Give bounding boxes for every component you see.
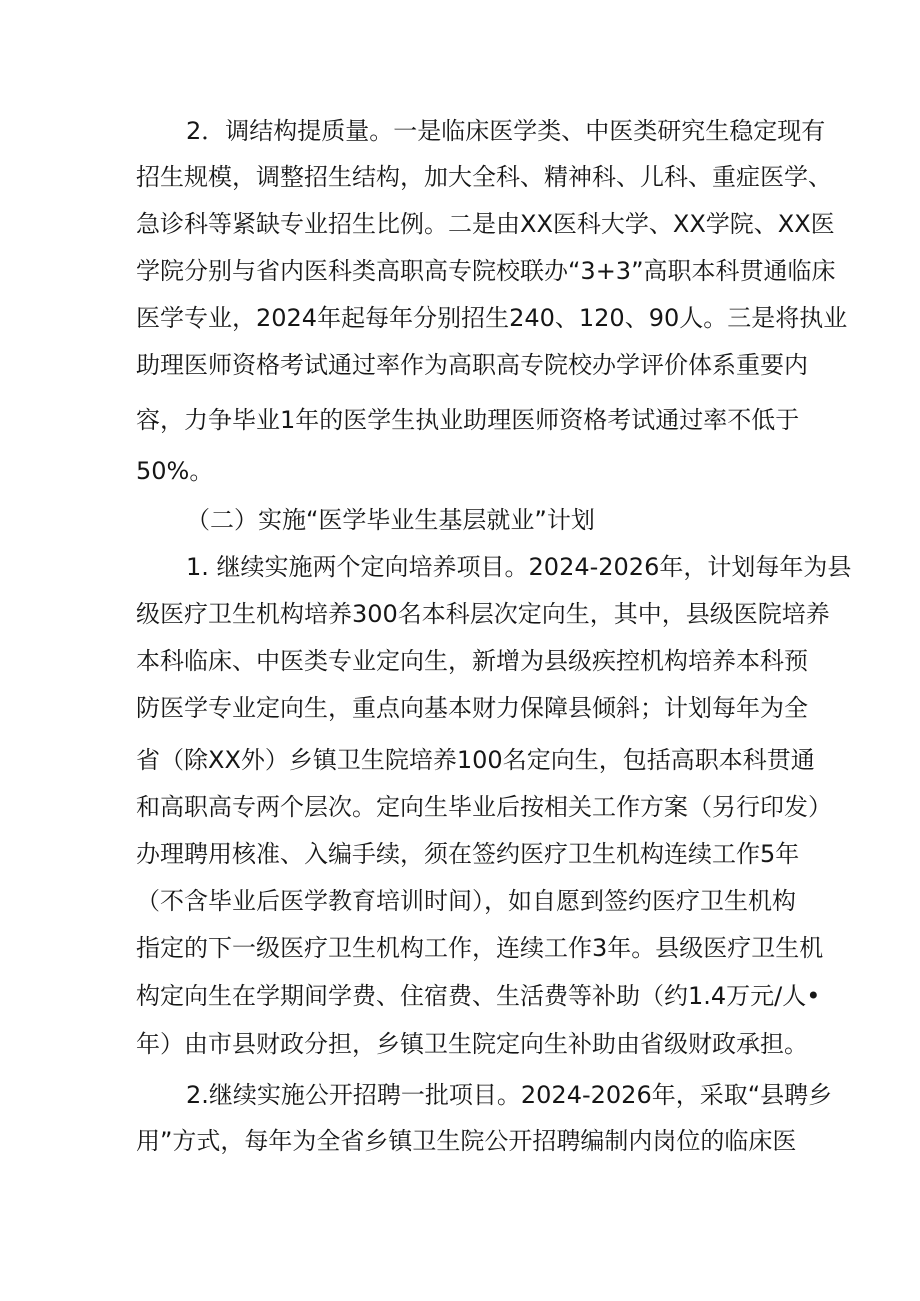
text-line-6: 助理医师资格考试通过率作为高职高专院校办学评价体系重要内: [136, 351, 808, 379]
text-line-19: 构定向生在学期间学费、住宿费、生活费等补助（约1.4万元/人•: [136, 982, 821, 1010]
text-line-20: 年）由市县财政分担，乡镇卫生院定向生补助由省级财政承担。: [136, 1030, 808, 1058]
text-line-14: 省（除XX外）乡镇卫生院培养100名定向生，包括高职本科贯通: [136, 746, 815, 774]
section-heading: （二）实施“医学毕业生基层就业”计划: [186, 506, 595, 534]
text-line-8: 50%。: [136, 457, 214, 485]
text-line-15: 和高职高专两个层次。定向生毕业后按相关工作方案（另行印发）: [136, 793, 832, 821]
text-line-11: 级医疗卫生机构培养300名本科层次定向生，其中，县级医院培养: [136, 600, 830, 628]
text-line-5: 医学专业，2024年起每年分别招生240、120、90人。三是将执业: [136, 304, 848, 332]
text-line-18: 指定的下一级医疗卫生机构工作，连续工作3年。县级医疗卫生机: [136, 934, 824, 962]
text-line-10: 1. 继续实施两个定向培养项目。2024-2026年，计划每年为县: [186, 553, 852, 581]
text-line-16: 办理聘用核准、入编手续，须在签约医疗卫生机构连续工作5年: [136, 840, 800, 868]
text-line-4: 学院分别与省内医科类高职高专院校联办“3+3”高职本科贯通临床: [136, 257, 836, 285]
text-line-22: 用”方式，每年为全省乡镇卫生院公开招聘编制内岗位的临床医: [136, 1127, 797, 1155]
text-line-1: 2．调结构提质量。一是临床医学类、中医类研究生稳定现有: [186, 117, 826, 145]
text-line-21: 2.继续实施公开招聘一批项目。2024-2026年，采取“县聘乡: [186, 1081, 833, 1109]
text-line-3: 急诊科等紧缺专业招生比例。二是由XX医科大学、XX学院、XX医: [136, 210, 835, 238]
text-line-2: 招生规模，调整招生结构，加大全科、精神科、儿科、重症医学、: [136, 163, 832, 191]
text-line-17: （不含毕业后医学教育培训时间），如自愿到签约医疗卫生机构: [136, 887, 796, 915]
text-line-12: 本科临床、中医类专业定向生，新增为县级疾控机构培养本科预: [136, 647, 808, 675]
text-line-7: 容，力争毕业1年的医学生执业助理医师资格考试通过率不低于: [136, 406, 800, 434]
text-line-13: 防医学专业定向生，重点向基本财力保障县倾斜；计划每年为全: [136, 694, 808, 722]
